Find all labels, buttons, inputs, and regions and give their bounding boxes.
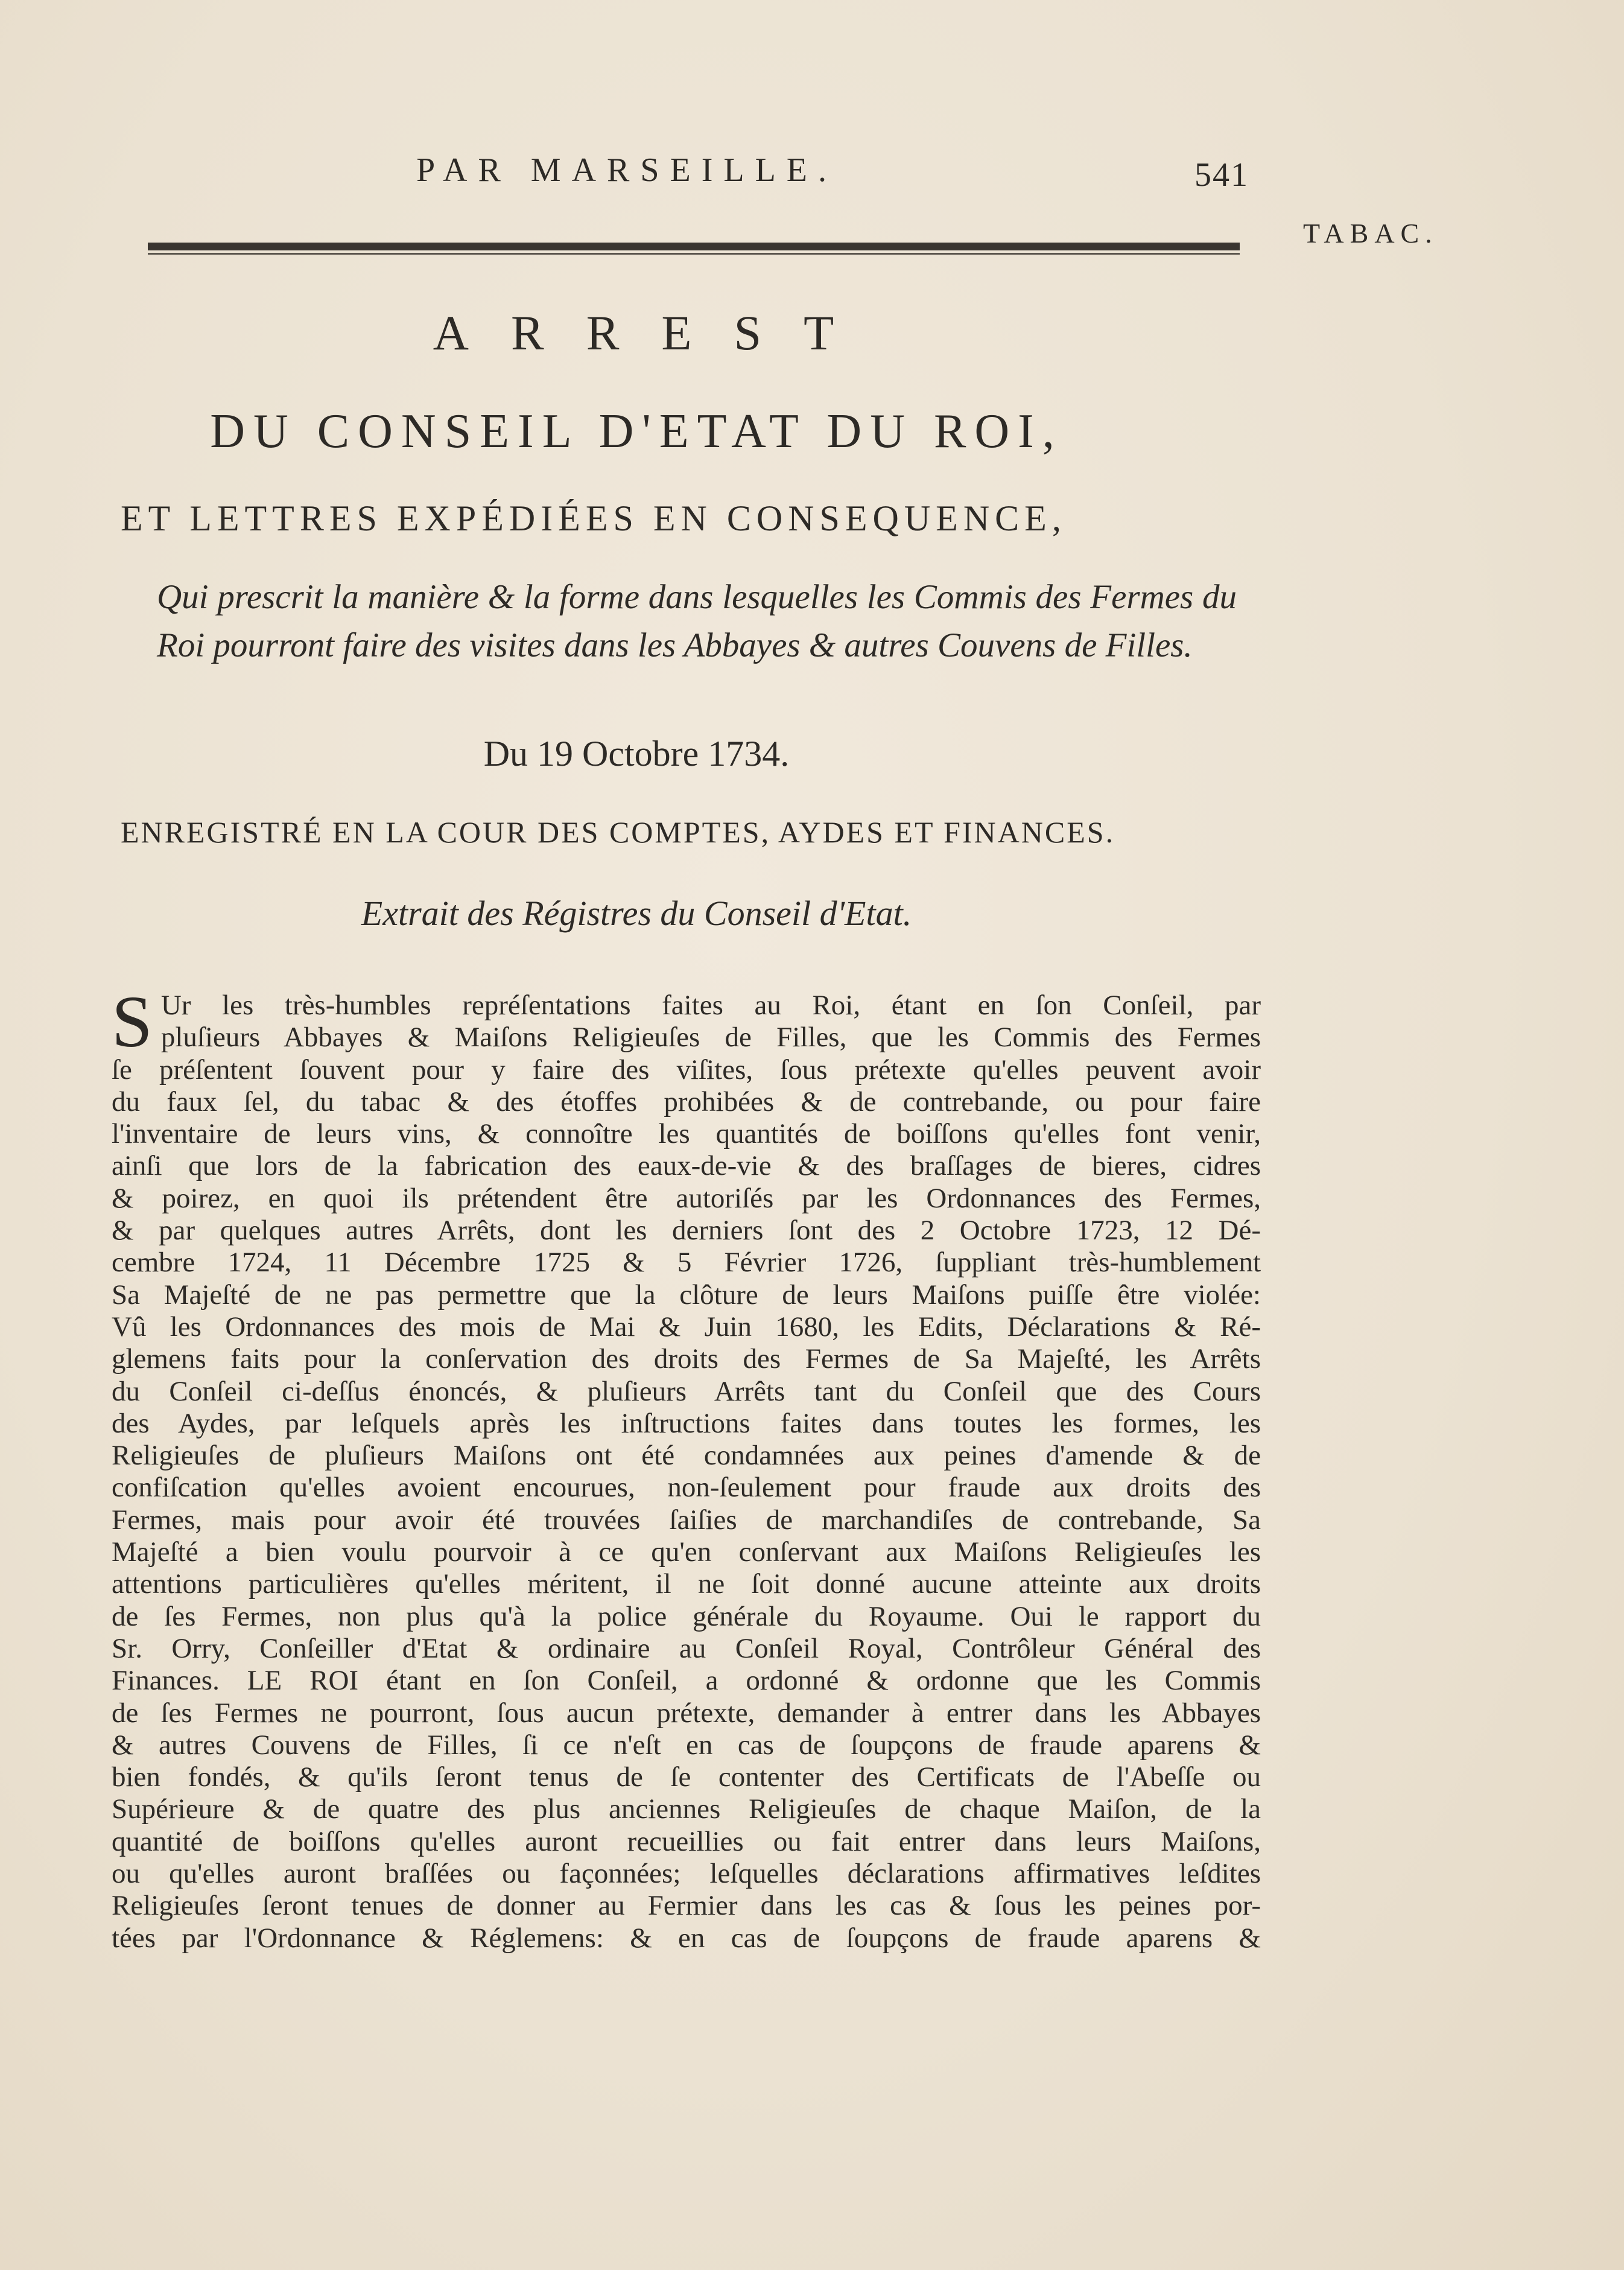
subtitle: Qui prescrit la manière & la forme dans lesquelles les Commis des Fermes du Roi pourront faire des visites dans les Abbayes & autres Couvens de Filles. [157,578,1237,664]
extract-heading: Extrait des Régistres du Conseil d'Etat. [361,894,912,933]
body-line: glemens faits pour la conſervation des droits des Fermes de Sa Majeſté, les Arrêts [112,1343,1261,1375]
body-line: ainſi que lors de la fabrication des eaux-de-vie & des braſſages de bieres, cidres [112,1150,1261,1182]
body-line: de ſes Fermes ne pourront, ſous aucun prétexte, demander à entrer dans les Abbayes [112,1697,1261,1729]
body-line: Religieuſes de pluſieurs Maiſons ont été condamnées aux peines d'amende & de [112,1440,1261,1472]
body-line: bien fondés, & qu'ils ſeront tenus de ſe contenter des Certificats de l'Abeſſe ou [112,1761,1261,1793]
body-line: & autres Couvens de Filles, ſi ce n'eſt en cas de ſoupçons de fraude aparens & [112,1729,1261,1761]
title-conseil: DU CONSEIL D'ETAT DU ROI, [210,405,1063,458]
body-line: quantité de boiſſons qu'elles auront recueillies ou fait entrer dans leurs Maiſons, [112,1825,1261,1857]
body-line: pluſieurs Abbayes & Maiſons Religieuſes de Filles, que les Commis des Fermes [160,1022,1261,1054]
title-lettres: ET LETTRES EXPÉDIÉES EN CONSEQUENCE, [121,498,1067,538]
body-line: Finances. LE ROI étant en ſon Conſeil, a ordonné & ordonne que les Commis [112,1665,1261,1697]
body-line: Sr. Orry, Conſeiller d'Etat & ordinaire au Conſeil Royal, Contrôleur Général des [112,1632,1261,1664]
body-line: du faux ſel, du tabac & des étoffes prohibées & de contrebande, ou pour faire [112,1086,1261,1118]
body-line: Sa Majeſté de ne pas permettre que la clôture de leurs Maiſons puiſſe être violée: [112,1279,1261,1311]
page-number: 541 [1194,156,1249,194]
body-line: Ur les très-humbles repréſentations faites au Roi, étant en ſon Conſeil, par [160,990,1261,1021]
body-line: des Aydes, par leſquels après les inſtructions faites dans toutes les formes, les [112,1407,1261,1439]
body-line: Majeſté a bien voulu pourvoir à ce qu'en conſervant aux Maiſons Religieuſes les [112,1536,1261,1568]
body-line: ou qu'elles auront braſſées ou façonnées; leſquelles déclarations affirmatives leſdites [112,1858,1261,1890]
running-head [416,151,1249,193]
title-arrest: ARREST [433,305,877,360]
body-line: Fermes, mais pour avoir été trouvées ſaiſies de marchandiſes de contrebande, Sa [112,1504,1261,1536]
margin-note: TABAC. [1303,218,1438,249]
body-line: & poirez, en quoi ils prétendent être autoriſés par les Ordonnances des Fermes, [112,1182,1261,1214]
body-line: Vû les Ordonnances des mois de Mai & Juin 1680, les Edits, Déclarations & Ré- [112,1311,1261,1343]
body-line: & par quelques autres Arrêts, dont les derniers ſont des 2 Octobre 1723, 12 Dé- [112,1215,1261,1247]
body-line: l'inventaire de leurs vins, & connoître les quantités de boiſſons qu'elles font venir, [112,1118,1261,1150]
header-rule-thick [148,243,1240,250]
body-line: Religieuſes ſeront tenues de donner au Fermier dans les cas & ſous les peines por- [112,1890,1261,1922]
drop-cap: S [112,981,153,1063]
registration-line: ENREGISTRÉ EN LA COUR DES COMPTES, AYDES ET FINANCES. [121,815,1115,849]
body-line: tées par l'Ordonnance & Réglemens: & en cas de ſoupçons de fraude aparens & [112,1922,1261,1954]
running-head-title: PAR MARSEILLE. [416,151,838,189]
header-rule-thin [148,253,1240,255]
header-rule [148,243,1240,256]
body-line: ſe préſentent ſouvent pour y faire des viſites, ſous prétexte qu'elles peuvent avoir [112,1054,1261,1086]
body-line: Supérieure & de quatre des plus anciennes Religieuſes de chaque Maiſon, de la [112,1793,1261,1825]
body-line: attentions particulières qu'elles méritent, il ne ſoit donné aucune atteinte aux droits [112,1568,1261,1600]
body-line: confiſcation qu'elles avoient encourues, non-ſeulement pour fraude aux droits des [112,1472,1261,1504]
body-line: de ſes Fermes, non plus qu'à la police générale du Royaume. Oui le rapport du [112,1600,1261,1632]
body-text [112,981,1261,1954]
body-line: du Conſeil ci-deſſus énoncés, & pluſieurs Arrêts tant du Conſeil que des Cours [112,1375,1261,1407]
date-line: Du 19 Octobre 1734. [483,734,790,774]
body-line: cembre 1724, 11 Décembre 1725 & 5 Février 1726, ſuppliant très-humblement [112,1247,1261,1279]
